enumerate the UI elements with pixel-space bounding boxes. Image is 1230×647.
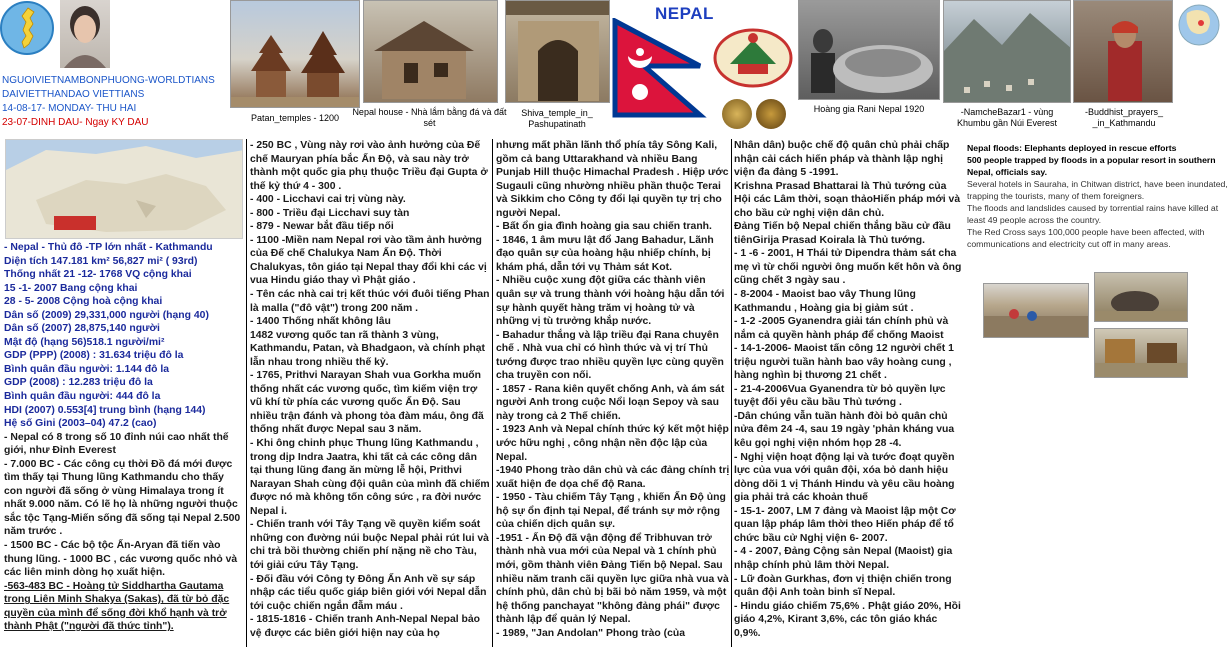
brand-line-2: DAIVIETTHANDAO VIETTIANS <box>2 89 145 100</box>
col1-para: -563-483 BC - Hoàng tử Siddhartha Gautama trong Liên Minh Shakya (Sakas), đã từ bỏ đặc quyền của mình để sống đời khổ hạnh và trở thành Phật ("người đã thức tỉnh"). <box>4 580 230 633</box>
col2-para: - 400 - Licchavi cai trị vùng này. <box>250 194 406 206</box>
column-1 <box>4 241 244 647</box>
namche-bazar-photo <box>943 0 1071 103</box>
patan-temples-photo <box>230 0 360 108</box>
col4-para: - 1-2 -2005 Gyanendra giải tán chính phủ và nắm cả quyền hành pháp để chống Maoist <box>734 316 949 341</box>
news-paragraph: The floods and landslides caused by torrential rains have killed at least 49 people across the country. <box>967 203 1219 225</box>
nepal-house-photo <box>363 0 498 103</box>
news-headline-1: Nepal floods: Elephants deployed in rescue efforts <box>967 143 1177 153</box>
logo-map-badge <box>0 0 55 57</box>
buddhist-caption: -Buddhist_prayers_ _in_Kathmandu <box>1084 107 1164 128</box>
col2-para: 1482 vương quốc tan rã thành 3 vùng, Kathmandu, Patan, và Bhadgaon, và chính phạt lẫn nhau trong nhiều thế kỷ. <box>250 329 485 368</box>
col1-para: Bình quân đầu người: 444 đô la <box>4 391 161 403</box>
coin-left <box>722 99 752 129</box>
col3-para: - Nhiều cuộc xung đột giữa các thành viên quân sự và trung thành với hoàng hậu dẫn tới sự hành quyết hàng trăm vị hoàng tử và những vị tù trưởng khắp nước. <box>496 275 725 328</box>
nepal-house-caption: Nepal house - Nhà lắm bằng đá và đất sét <box>352 107 507 128</box>
news-headline-2: 500 people trapped by floods in a popular resort in southern Nepal, officials say. <box>967 155 1216 177</box>
col3-para: - 1923 Anh và Nepal chính thức ký kết một hiệp ước hữu nghị , công nhận nền độc lập của Nepal. <box>496 424 729 463</box>
col2-para: - 879 - Newar bắt đầu tiếp nối <box>250 221 394 233</box>
flood-photo-3 <box>1094 328 1188 378</box>
column-3 <box>496 139 730 647</box>
col4-para: Krishna Prasad Bhattarai là Thủ tướng của Hội các Lâm thời, soạn thảoHiến pháp mới và cho bầu cử nghị viện dân chủ. <box>734 180 961 219</box>
col1-para: - 1500 BC - Các bộ tộc Ấn-Aryan đã tiến vào thung lũng. - 1000 BC , các vương quốc nhỏ và các liên minh dòng họ xuất hiện. <box>4 540 238 579</box>
col2-para: - 1765, Prithvi Narayan Shah vua Gorkha muốn thống nhất các vương quốc, tìm kiếm viện trợ vũ khí từ phía các vương quốc Ấn Độ. Sau nhiều trận đánh và phong tỏa đàm máu, ông đã thống nhất được Nepal sau 3 năm. <box>250 370 484 436</box>
col4-para: - Lữ đoàn Gurkhas, đơn vị thiện chiến trong quân đội Anh toàn binh sĩ Nepal. <box>734 573 952 599</box>
col3-para: - 1846, 1 âm mưu lật đổ Jang Bahadur, Lãnh đạo quân sự của hoàng hậu nhiếp chính, bị khám phá, dẫn tới vụ Thảm sát Kot. <box>496 234 714 273</box>
buddhist-prayers-photo <box>1073 0 1173 103</box>
shiva-caption: Shiva_temple_in_ Pashupatinath <box>521 108 593 129</box>
col1-para: HDI (2007) 0.553[4] trung bình (hạng 144) <box>4 404 206 416</box>
col2-para: - Tên các nhà cai trị kết thúc với đuôi tiếng Phan là malla ("đô vật") trong 200 năm . <box>250 289 490 314</box>
col1-para: 28 - 5- 2008 Cộng hoà cộng khai <box>4 296 163 308</box>
location-globe-map <box>1177 3 1221 47</box>
col3-para: -1951 - Ấn Độ đã vận động để Tribhuvan trở thành nhà vua mới của Nepal và 1 chính phủ mới, gồm thành viên Đảng Tiến bộ Nepal. Sau nhiều năm tranh cãi quyền lực giữa nhà vua và chính phủ, dân chủ bị bãi bỏ năm 1959, và một hệ thống panchayat "không đảng phái" được thành lập để quản lý Nepal. <box>496 532 729 626</box>
col4-para: - 15-1- 2007, LM 7 đảng và Maoist lập một Cơ quan lập pháp lâm thời theo Hiến pháp để tổ chức bầu cử Nghị viện 6- 2007. <box>734 505 956 544</box>
rani-caption: Hoàng gia Rani Nepal 1920 <box>813 104 925 114</box>
col4-para: - 14-1-2006- Maoist tấn công 12 người chết 1 triệu người tuần hành bao vây hoàng cung , hàng nghìn bị thương 21 chết . <box>734 343 954 382</box>
col1-para: GDP (2008) : 12.283 triệu đô la <box>4 377 153 389</box>
col4-para: -Dân chúng vẫn tuần hành đòi bỏ quân chủ nửa đêm 24 -4, sau 19 ngày 'phản kháng vua kêu gọi nghị viện nhóm họp 28 -4. <box>734 410 955 450</box>
nepal-flag <box>612 18 710 118</box>
col3-para: - 1989, "Jan Andolan" Phong trào (của <box>496 627 686 639</box>
column-divider <box>492 139 493 647</box>
col3-para: - Bahadur thắng và lập triều đại Rana chuyên chế . Nhà vua chỉ có hình thức và vị trí Thủ tướng được trao nhiều quyền lực cùng quyền cha truyền con nối. <box>496 329 724 382</box>
col2-para: - Đối đầu với Công ty Đông Ấn Anh về sự sáp nhập các tiểu quốc giáp biên giới với Nepal dẫn tới cuộc chiến ngắn đẫm máu . <box>250 573 487 612</box>
col1-para: Dân số (2009) 29,331,000 người (hạng 40) <box>4 309 209 321</box>
col4-para: Đảng Tiến bộ Nepal chiến thắng bầu cử đầu tiênGirija Prasad Koirala là Thủ tướng. <box>734 221 951 246</box>
namche-caption: -NamcheBazar1 - vùng Khumbu gần Núi Everest <box>956 107 1058 128</box>
shiva-temple-photo <box>505 0 610 103</box>
column-divider <box>246 139 247 647</box>
flood-photo-1 <box>983 283 1089 338</box>
col3-para: - Bất ổn gia đình hoàng gia sau chiến tranh. <box>496 221 712 233</box>
col1-para: Mật độ (hạng 56)518.1 người/mi² <box>4 336 165 348</box>
col2-para: - 1400 Thống nhất không lâu <box>250 316 391 328</box>
col4-para: - Hindu giáo chiếm 75,6% . Phật giáo 20%, Hồi giáo 4,2%, Kirant 3,6%, các tôn giáo khác 0,9%. <box>734 600 961 639</box>
col1-para: Thống nhất 21 -12- 1768 VQ cộng khai <box>4 269 192 281</box>
author-portrait <box>60 0 110 68</box>
patan-caption: Patan_temples - 1200 <box>250 113 340 123</box>
brand-line-1: NGUOIVIETNAMBONPHUONG-WORLDTIANS <box>2 75 215 86</box>
col1-para: - 7.000 BC - Các công cụ thời Đồ đá mới được tìm thấy tại Thung lũng Kathmandu cho thấy con người đã sống ở vùng Himalaya trong ít nhất 9.000 năm. Có lẽ họ là những người thuộc sắc tộc Tạng-Miến sống đã sống tại Nepal 2.500 năm trước . <box>4 458 241 538</box>
col3-para: - 1857 - Rana kiên quyết chống Anh, và ám sát người Anh trong cuộc Nổi loạn Sepoy và sau này trong cả 2 Thế chiến. <box>496 383 725 422</box>
col4-para: Nhân dân) buộc chế độ quân chủ phải chấp nhận cải cách hiến pháp và thành lập nghị viện đa đảng 5 -1991. <box>734 140 950 179</box>
col1-para: Diện tích 147.181 km² 56,827 mi² ( 93rd) <box>4 255 198 267</box>
col4-para: - 8-2004 - Maoist bao vây Thung lũng Kathmandu , Hoàng gia bị giảm sút . <box>734 289 916 314</box>
flood-photo-2 <box>1094 272 1188 322</box>
col1-para: Dân số (2007) 28,875,140 người <box>4 323 160 335</box>
col1-para: - Nepal - Thủ đô -TP lớn nhất - Kathmandu <box>4 242 213 253</box>
col1-para: Hệ số Gini (2003–04) 47.2 (cao) <box>4 418 157 430</box>
date-line: 14-08-17- MONDAY- THU HAI <box>2 103 137 114</box>
news-paragraph: Several hotels in Sauraha, in Chitwan district, have been inundated, trapping the tourists, many of them foreigners. <box>967 179 1228 201</box>
col2-para: - 250 BC , Vùng này rơi vào ảnh hưởng của Đế chế Mauryan phía bắc Ấn Độ, và sau này trở thành một quốc gia phụ thuộc Triều đại Gupta ở thế kỷ thứ 4 - 300 . <box>250 140 488 192</box>
nepal-emblem <box>712 26 794 90</box>
nepal-location-map <box>5 139 243 239</box>
column-2 <box>250 139 490 647</box>
hoang-gia-rani-photo <box>798 0 940 100</box>
event-line: 23-07-DINH DAU- Ngay KY DAU <box>2 117 149 128</box>
col4-para: - Nghị viện hoạt động lại và tước đoạt quyền lực của vua với quân đội, xóa bỏ danh hiệu dòng dõi 1 vị Thánh Hindu và yêu cầu hoàng gia phải trả các khoản thuế <box>734 451 955 504</box>
col1-para: - Nepal có 8 trong số 10 đỉnh núi cao nhất thế giới, như Đỉnh Everest <box>4 431 229 457</box>
col4-para: - 21-4-2006Vua Gyanendra từ bỏ quyền lực tuyệt đối yêu cầu bầu Thủ tướng . <box>734 383 946 409</box>
col2-para: - Khi ông chinh phục Thung lũng Kathmandu , trong dịp Indra Jaatra, khi tất cả các công dân tại thung lũng đang ăn mừng lễ hội, Prithvi Narayan Shah cùng đội quân của mình đã chiếm được nó mà không tốn công sức , ra đời nước Nepal i. <box>250 438 490 517</box>
col1-para: 15 -1- 2007 Bang cộng khai <box>4 282 138 294</box>
coin-right <box>756 99 786 129</box>
country-title: NEPAL <box>655 4 714 23</box>
col2-para: - Chiến tranh với Tây Tạng về quyền kiểm soát những con đường núi buộc Nepal phải rút lui và chi trả bồi thường chiến phí nặng nề cho Tàu, tới giải cứu Tây Tạng. <box>250 519 489 571</box>
col4-para: - 1 -6 - 2001, H Thái tử Dipendra thảm sát cha mẹ vì từ chối người ông muốn kết hôn và ông cũng chết 3 ngày sau . <box>734 248 962 287</box>
column-divider <box>731 139 732 647</box>
col2-para: - 1100 -Miền nam Nepal rơi vào tầm ảnh hưởng của Đế chế Chalukya Nam Ấn Độ. Thời Chalukyas, tôn giáo tại Nepal thay đổi khi các vị vua Hindu giáo thay vì Phật giáo . <box>250 234 487 287</box>
col3-para: - 1950 - Tàu chiếm Tây Tạng , khiến Ấn Độ ủng hộ sự ổn định tại Nepal, để tránh sự mở rộng của chiến dịch quân sự. <box>496 492 726 531</box>
col2-para: - 1815-1816 - Chiến tranh Anh-Nepal Nepal bảo vệ được các biên giới hiện nay của họ <box>250 614 480 639</box>
col1-para: Bình quân đầu người: 1.144 đô la <box>4 363 170 375</box>
col1-para: GDP (PPP) (2008) : 31.634 triệu đô la <box>4 350 184 362</box>
col3-para: -1940 Phong trào dân chủ và các đảng chính trị xuất hiện đe dọa chế độ Rana. <box>496 465 730 490</box>
column-4 <box>734 139 964 647</box>
news-block <box>967 142 1230 250</box>
col4-para: - 4 - 2007, Đảng Cộng sản Nepal (Maoist) gia nhập chính phủ lâm thời Nepal. <box>734 546 953 571</box>
col2-para: - 800 - Triều đại Licchavi suy tàn <box>250 207 410 219</box>
news-paragraph: The Red Cross says 100,000 people have been affected, with communications and electricity cut off in many areas. <box>967 227 1205 249</box>
col3-para: nhưng mất phần lãnh thổ phía tây Sông Kali, gồm cả bang Uttarakhand và nhiều Bang Punjab Hill thuộc Himachal Pradesh . Hiệp ước Sugauli cũng nhường nhiều phần thuộc Terai và Sikkim cho Công ty đổi lại quyền tự trị cho người Nepal. <box>496 140 729 219</box>
